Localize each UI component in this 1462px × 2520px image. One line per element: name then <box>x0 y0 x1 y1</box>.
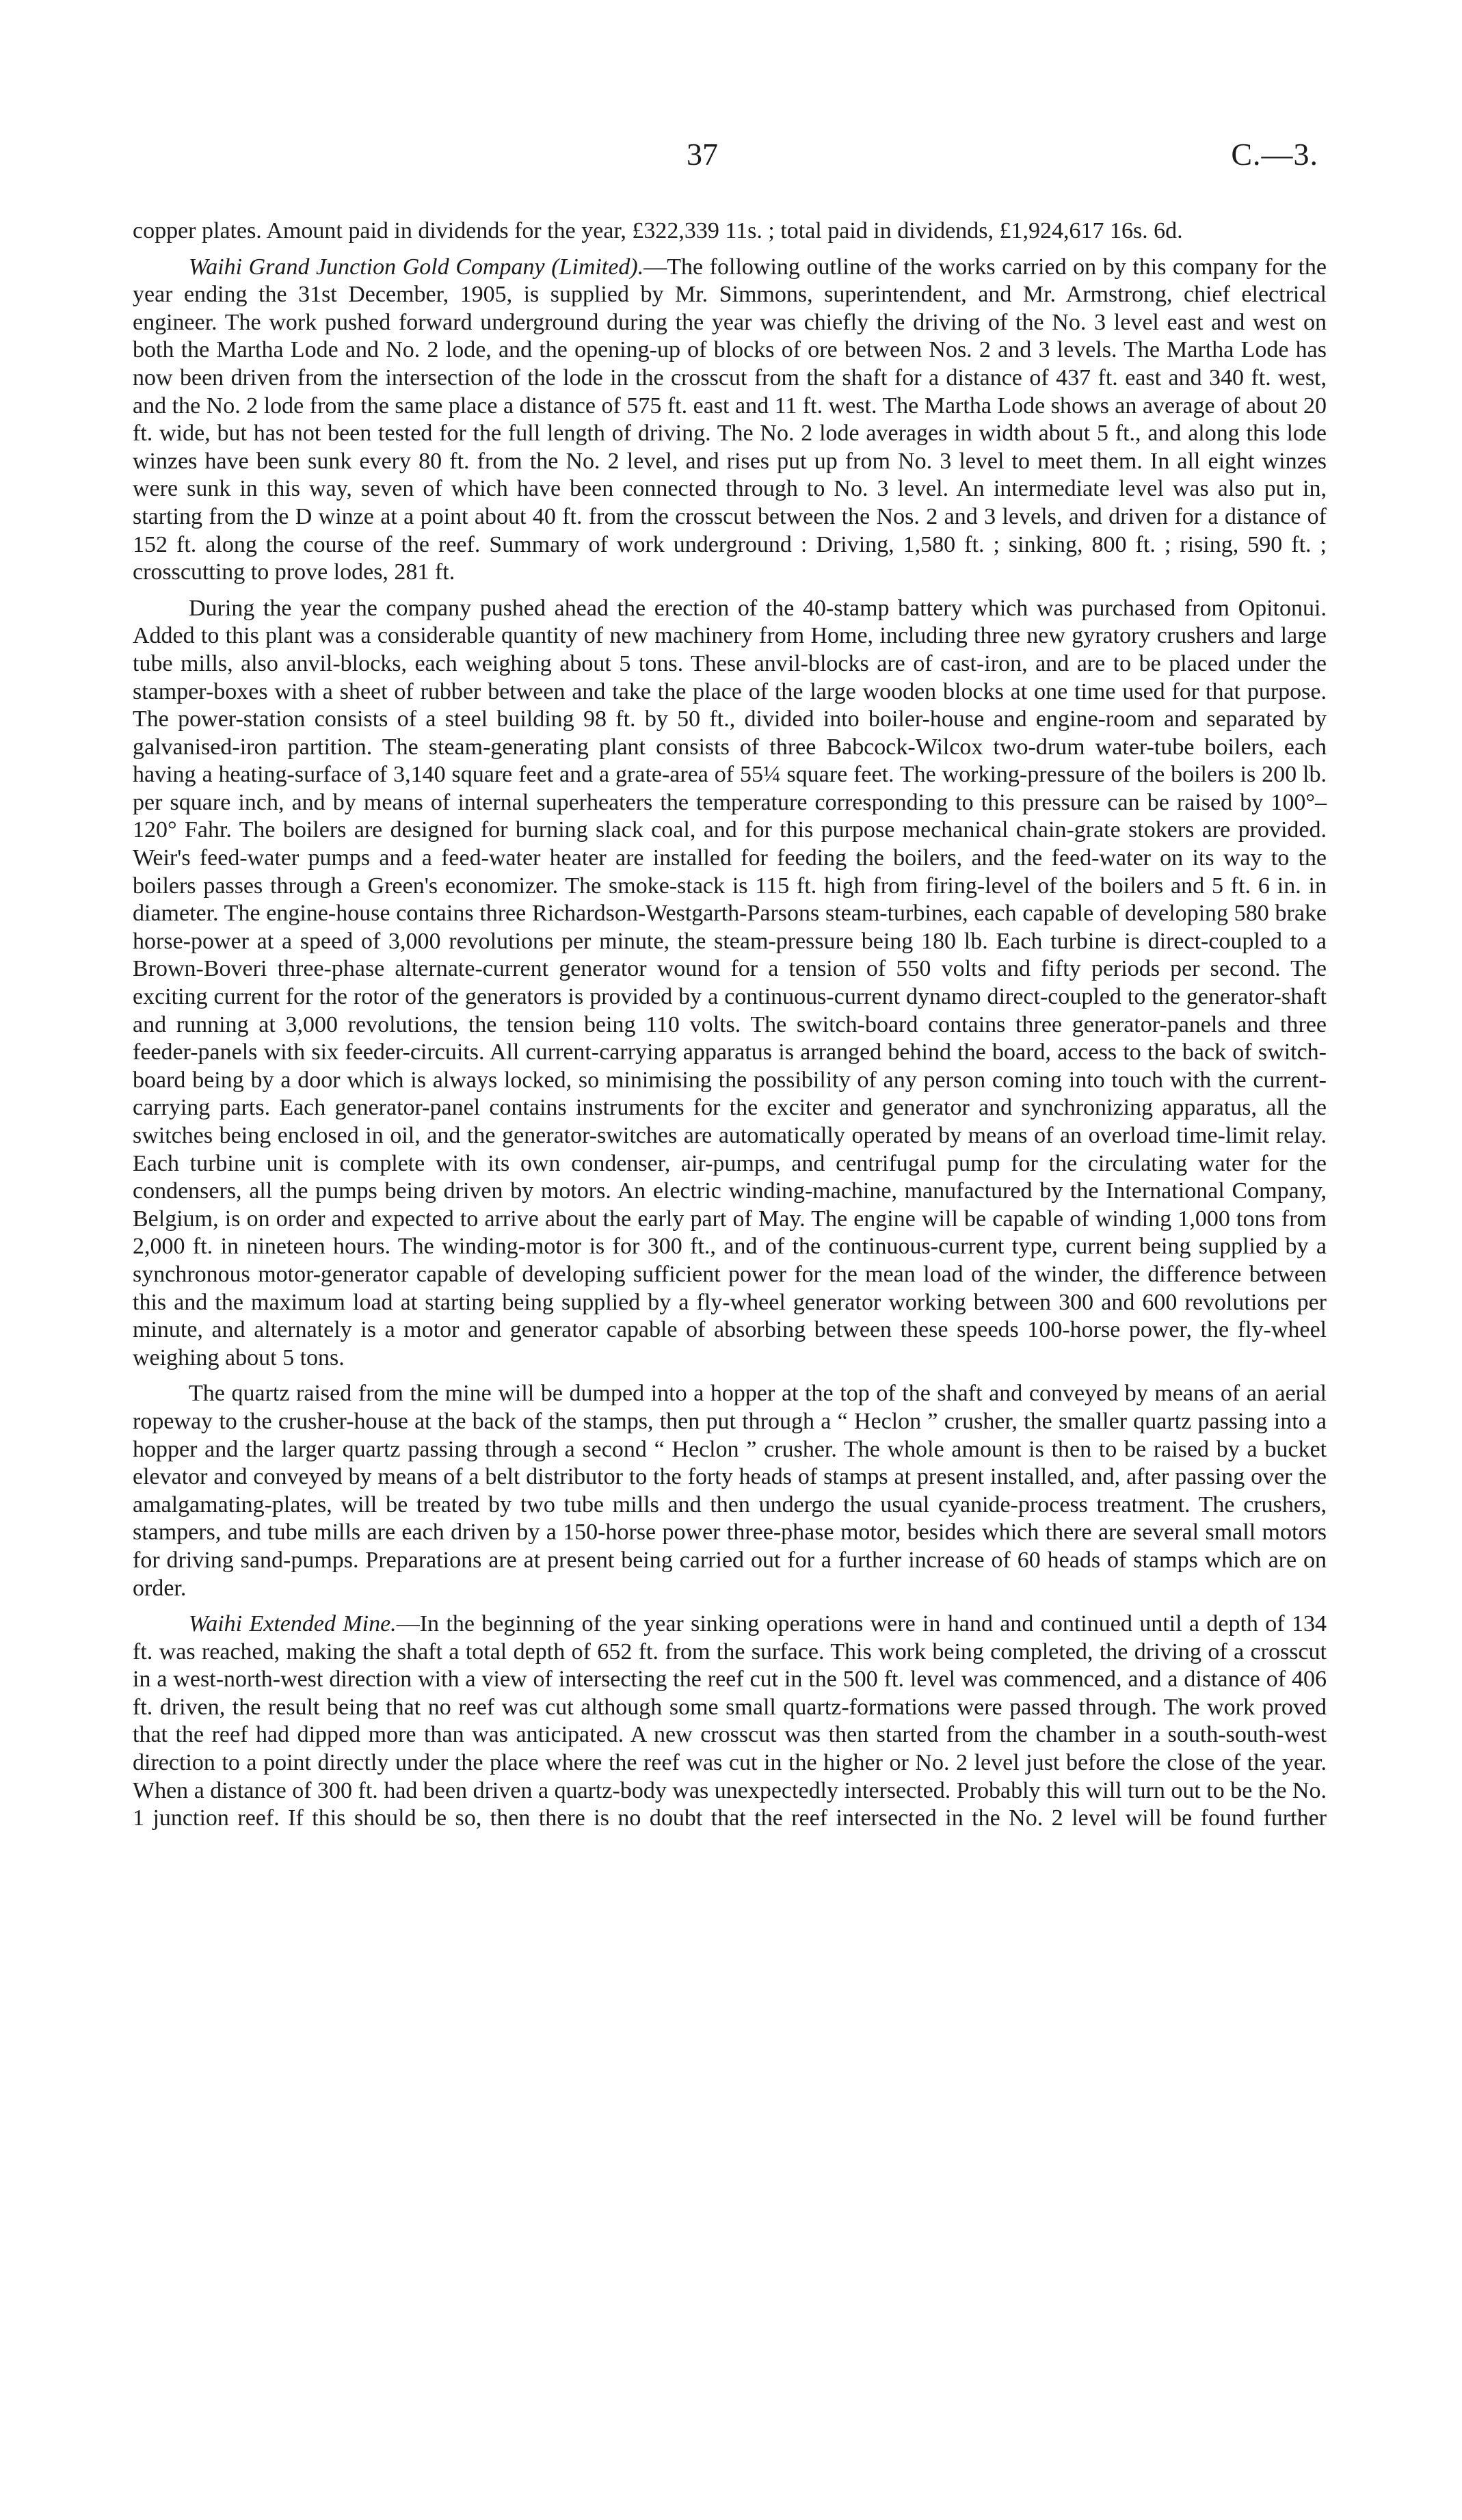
paragraph-text: During the year the company pushed ahead the erection of the 40-stamp battery which was purchased from Opitonui. Added to this plant was a considerable quantity of new machinery from Home, including three new gyratory crushers and large tube mills, also anvil-blocks, each weighing about 5 tons. These anvil-blocks are of cast-iron, and are to be placed under the stamper-boxes with a sheet of rubber between and take the place of the large wooden blocks at one time used for that purpose. The power-station consists of a steel building 98 ft. by 50 ft., divided into boiler-house and engine-room and separated by galvanised-iron partition. The steam-generating plant consists of three Babcock-Wilcox two-drum water-tube boilers, each having a heating-surface of 3,140 square feet and a grate-area of 55¼ square feet. The working-pressure of the boilers is 200 lb. per square inch, and by means of internal superheaters the temperature corresponding to this pressure can be raised by 100°–120° Fahr. The boilers are designed for burning slack coal, and for this purpose mechanical chain-grate stokers are provided. Weir's feed-water pumps and a feed-water heater are installed for feeding the boilers, and the feed-water on its way to the boilers passes through a Green's economizer. The smoke-stack is 115 ft. high from firing-level of the boilers and 5 ft. 6 in. in diameter. The engine-house contains three Richardson-Westgarth-Parsons steam-turbines, each capable of developing 580 brake horse-power at a speed of 3,000 revolutions per minute, the steam-pressure being 180 lb. Each turbine is direct-coupled to a Brown-Boveri three-phase alternate-current generator wound for a tension of 550 volts and fifty periods per second. The exciting current for the rotor of the generators is provided by a continuous-current dynamo direct-coupled to the generator-shaft and running at 3,000 revolutions, the tension being 110 volts. The switch-board contains three generator-panels and three feeder-panels with six feeder-circuits. All current-carrying apparatus is arranged behind the board, access to the back of switch-board being by a door which is always locked, so minimising the possibility of any person coming into touch with the current-carrying parts. Each generator-panel contains instruments for the exciter and generator and synchronizing apparatus, all the switches being enclosed in oil, and the generator-switches are automatically operated by means of an overload time-limit relay. Each turbine unit is complete with its own condenser, air-pumps, and centrifugal pump for the circulating water for the condensers, all the pumps being driven by motors. An electric winding-machine, manufactured by the International Company, Belgium, is on order and expected to arrive about the early part of May. The engine will be capable of winding 1,000 tons from 2,000 ft. in nineteen hours. The winding-motor is for 300 ft., and of the continuous-current type, current being supplied by a synchronous motor-generator capable of developing sufficient power for the mean load of the winder, the difference between this and the maximum load at starting being supplied by a fly-wheel generator working between 300 and 600 revolutions per minute, and alternately is a motor and generator capable of absorbing between these speeds 100-horse power, the fly-wheel weighing about 5 tons. <box>133 595 1327 1370</box>
page-header <box>0 134 1462 182</box>
paragraph-extended-mine <box>133 1610 1327 1833</box>
report-code: C.—3. <box>1231 137 1318 172</box>
paragraph-dividends <box>133 217 1327 246</box>
paragraph-grand-junction <box>133 254 1327 587</box>
paragraph-text: The quartz raised from the mine will be dumped into a hopper at the top of the shaft and conveyed by means of an aerial ropeway to the crusher-house at the back of the stamps, then put through a “ Heclon ” crusher, the smaller quartz passing into a hopper and the larger quartz passing through a second “ Heclon ” crusher. The whole amount is then to be raised by a bucket elevator and conveyed by means of a belt distributor to the forty heads of stamps at present installed, and, after passing over the amalgamating-plates, will be treated by two tube mills and then undergo the usual cyanide-process treatment. The crushers, stampers, and tube mills are each driven by a 150-horse power three-phase motor, besides which there are several small motors for driving sand-pumps. Preparations are at present being carried out for a further increase of 60 heads of stamps which are on order. <box>133 1381 1327 1601</box>
paragraph-text: copper plates. Amount paid in dividends for the year, £322,339 11s. ; total paid in dividends, £1,924,617 16s. 6d. <box>133 218 1183 243</box>
page-number: 37 <box>687 137 718 172</box>
body-text <box>133 217 1327 1841</box>
company-heading: Waihi Grand Junction Gold Company (Limited). <box>189 254 644 280</box>
paragraph-quartz-treatment <box>133 1380 1327 1602</box>
paragraph-text: —In the beginning of the year sinking operations were in hand and continued until a depth of 134 ft. was reached, making the shaft a total depth of 652 ft. from the surface. This work being completed, the driving of a crosscut in a west-north-west direction with a view of intersecting the reef cut in the 500 ft. level was commenced, and a distance of 406 ft. driven, the result being that no reef was cut although some small quartz-formations were passed through. The work proved that the reef had dipped more than was anticipated. A new crosscut was then started from the chamber in a south-south-west direction to a point directly under the place where the reef was cut in the higher or No. 2 level just before the close of the year. When a distance of 300 ft. had been driven a quartz-body was unexpectedly intersected. Probably this will turn out to be the No. 1 junction reef. If this should be so, then there is no doubt that the reef intersected in the No. 2 level will be found further <box>133 1611 1327 1831</box>
paragraph-battery-erection <box>133 595 1327 1372</box>
paragraph-text: —The following outline of the works carried on by this company for the year ending the 31st December, 1905, is supplied by Mr. Simmons, superintendent, and Mr. Armstrong, chief electrical engineer. The work pushed forward underground during the year was chiefly the driving of the No. 3 level east and west on both the Martha Lode and No. 2 lode, and the opening-up of blocks of ore between Nos. 2 and 3 levels. The Martha Lode has now been driven from the intersection of the lode in the crosscut from the shaft for a distance of 437 ft. east and 340 ft. west, and the No. 2 lode from the same place a distance of 575 ft. east and 11 ft. west. The Martha Lode shows an average of about 20 ft. wide, but has not been tested for the full length of driving. The No. 2 lode averages in width about 5 ft., and along this lode winzes have been sunk every 80 ft. from the No. 2 level, and rises put up from No. 3 level to meet them. In all eight winzes were sunk in this way, seven of which have been connected through to No. 3 level. An intermediate level was also put in, starting from the D winze at a point about 40 ft. from the crosscut between the Nos. 2 and 3 levels, and driven for a distance of 152 ft. along the course of the reef. Summary of work underground : Driving, 1,580 ft. ; sinking, 800 ft. ; rising, 590 ft. ; crosscutting to prove lodes, 281 ft. <box>133 254 1327 585</box>
company-heading: Waihi Extended Mine. <box>189 1611 397 1637</box>
